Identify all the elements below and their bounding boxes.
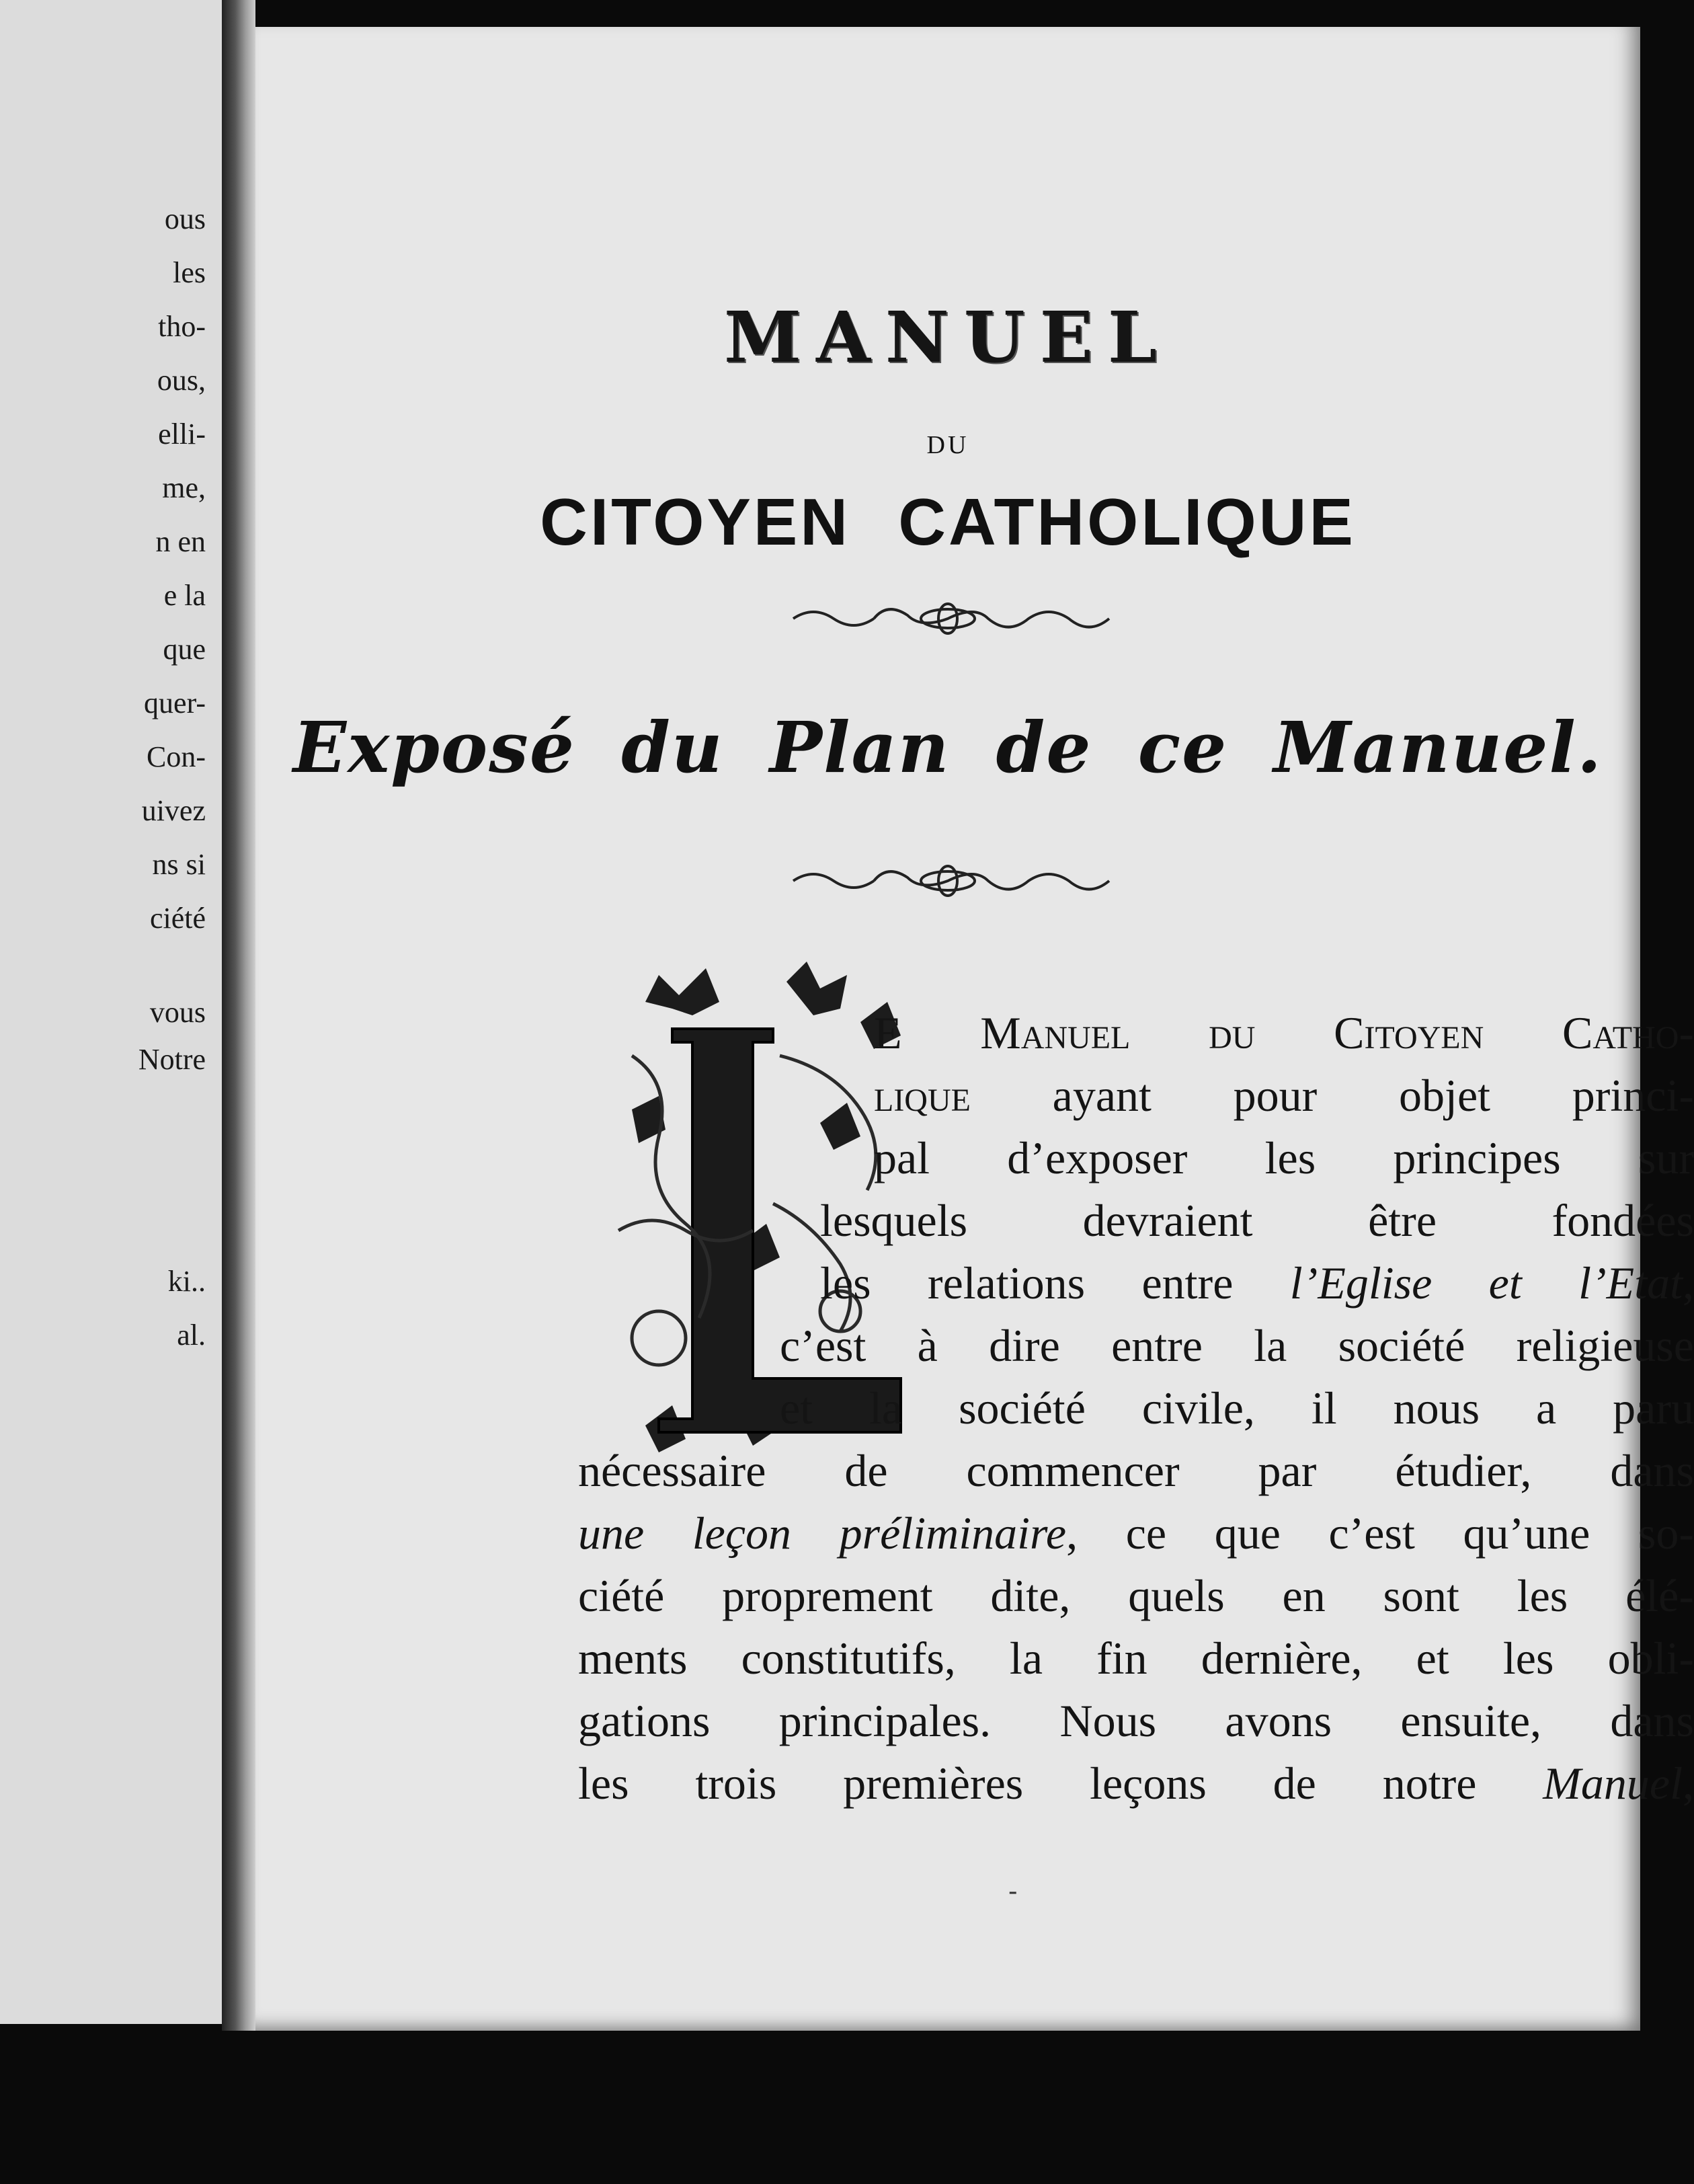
body-line [780,1377,1694,1440]
body-line [578,1502,1694,1565]
left-page-fragment: que [163,633,206,666]
ornament-divider-top [255,598,1640,639]
section-title: Exposé du Plan de ce Manuel. [292,706,1603,789]
left-page-fragment: me, [162,471,206,504]
body-text-run: lesquels devraient être fondées [820,1195,1694,1246]
body-text-run: ments constitutifs, la fin dernière, et les obli- [578,1633,1694,1684]
body-line [578,1627,1694,1690]
body-line [874,1064,1694,1127]
body-text-run: une leçon préliminaire [578,1508,1067,1559]
body-text-run: l’Eglise et l’Etat [1289,1257,1683,1309]
body-line [780,1315,1694,1377]
body-text-run: nécessaire de commencer par étudier, dans [578,1445,1694,1496]
left-page-fragment: quer- [144,687,206,719]
left-page-fragment: e la [163,579,206,612]
body-paragraph [578,1002,1694,1815]
left-page-fragment: ous, [157,364,206,397]
left-page-fragment: n en [155,525,206,558]
body-line [820,1190,1694,1252]
body-text-run: et la société civile, il nous a paru [780,1382,1694,1434]
page-mark: - [1008,1876,1018,1907]
left-page-fragment: vous [149,996,206,1029]
body-text-run: lique [874,1070,971,1121]
body-text-run: E Manuel du Citoyen Catho- [874,1007,1694,1058]
left-page-fragment: al. [177,1319,206,1352]
body-text-run: , [1683,1758,1694,1809]
body-text-run: Manuel [1543,1758,1683,1809]
ornament-divider-bottom [255,861,1640,901]
body-text-run: , ce que c’est qu’une so- [1066,1508,1694,1559]
left-page-fragment: elli- [158,418,206,451]
left-page-fragment: uivez [141,794,206,827]
body-text-run: ayant pour objet princi- [970,1070,1694,1121]
body-line [578,1690,1694,1752]
left-page-fragment: ns si [152,848,206,881]
left-page-fragment: ciété [149,902,206,935]
left-page-fragment: ki.. [167,1265,206,1298]
body-line [578,1440,1694,1502]
body-line [874,1002,1694,1064]
left-page-fragment: tho- [158,310,206,343]
bottom-edge [222,2031,1686,2184]
current-page [255,27,1694,2031]
body-text-run: les trois premières leçons de notre [578,1758,1543,1809]
body-text-run: gations principales. Nous avons ensuite, dans [578,1695,1694,1746]
left-page-fragment: ous [164,202,206,235]
body-text-run: ciété proprement dite, quels en sont les élé- [578,1570,1694,1621]
left-page-fragment: Notre [138,1043,206,1076]
body-text-run: pal d’exposer les principes sur [874,1132,1694,1183]
body-text-run: les relations entre [820,1257,1290,1309]
body-line [578,1752,1694,1815]
left-page-fragment: Con- [147,740,206,773]
title-du: DU [926,431,969,459]
body-line [874,1127,1694,1190]
body-text-run: c’est à dire entre la société religieuse [780,1320,1694,1371]
left-page-fragment: les [173,256,206,289]
book-gutter [222,0,255,2044]
body-line [820,1252,1694,1315]
book-subtitle: CITOYEN CATHOLIQUE [540,485,1356,559]
body-line [578,1565,1694,1627]
dropcap-letter: L [719,1341,758,1405]
previous-page [0,0,222,2024]
body-text-run: , [1683,1257,1694,1309]
book-title: MANUEL [724,296,1172,379]
